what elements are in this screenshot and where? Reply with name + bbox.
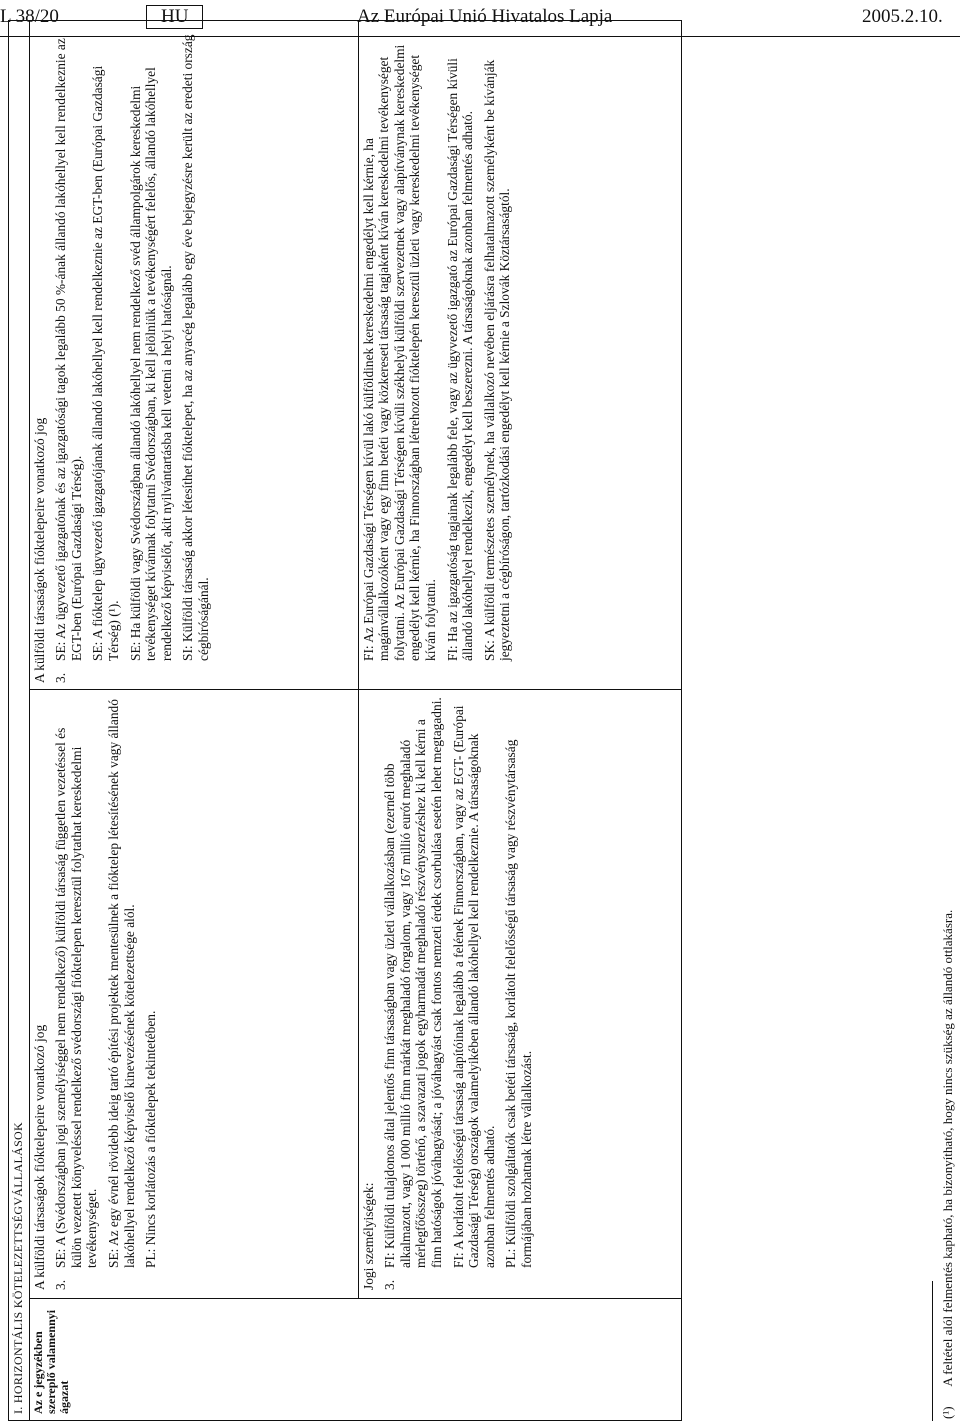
footnote-text: A feltétel alól felmentés kapható, ha bizonyítható, hogy nincs szükség az állandó ottlakásra. xyxy=(940,909,955,1387)
paragraph: FI: A korlátolt felelősségű társaság alapítóinak legalább a felének Finnországban, vagy az EGT- (Európai Gazdasági Térség) országok valamelyikében állandó lakóhellyel kell rendelkeznie. A társaságoknak azonban felmentés adható. xyxy=(450,705,497,1268)
footnote xyxy=(932,21,960,1421)
publication-date: 2005.2.10. xyxy=(862,6,943,27)
paragraph: SE: A (Svédországban jogi személyiséggel nem rendelkező) külföldi társaság független vezetéssel és külön vezetett könyveléssel rendelkező svédországi fióktelepen keresztül folytathat kereskedelmi tevékenységet. xyxy=(53,727,100,1268)
paragraph: SE: Az egy évnél rövidebb ideig tartó építési projektek mentesülnek a fióktelep létesítésének vagy állandó lakóhellyel rendelkező képviselő kinevezésének kötelezettsége alól. xyxy=(105,699,137,1268)
cell-heading: A külföldi társaságok fióktelepeire vonatkozó jog xyxy=(31,417,47,683)
item-number: 3. xyxy=(382,1279,398,1290)
item-number: 3. xyxy=(53,672,69,683)
paragraph: FI: Az Európai Gazdasági Térségen kívül lakó külföldinek kereskedelmi engedélyt kell kérnie, ha magánvállalkozóként vagy egy finn betéti vagy közkereseti társaság tagjaként kíván kereskedelmi tevékenységet folytatni. Az Európai Gazdasági Térségen kívüli székhelyű külföldi szervezetnek vagy alapítványnak kereskedelmi engedélyt kell kérnie, ha Finnországban létrehozott fióktelepén keresztül üzleti vagy kereskedelmi tevékenységet kíván folytatni. xyxy=(360,44,438,661)
language-code: HU xyxy=(146,5,203,29)
cell-heading: Jogi személyiségek: xyxy=(360,1182,376,1290)
commitments-table xyxy=(8,20,682,1421)
rotated-content xyxy=(8,21,683,1421)
page-reference: L 38/20 xyxy=(0,6,59,27)
cell-heading: A külföldi társaságok fióktelepeire vonatkozó jog xyxy=(31,1024,47,1290)
paragraph: PL: Nincs korlátozás a fióktelepek tekintetében. xyxy=(143,1010,159,1268)
table-cell-left-2 xyxy=(358,690,681,1299)
paragraph: FI: Ha az igazgatóság tagjainak legalább fele, vagy az ügyvezető igazgató az Európai Gazdasági Térségen kívüli állandó lakóhellyel rendelkezik, engedélyt kell beszerezni. A társaságoknak azonban felmentés adható. xyxy=(444,58,476,661)
journal-title: Az Európai Unió Hivatalos Lapja xyxy=(357,6,613,27)
sector-heading: Az e jegyzékben szereplő valamennyi ágazat xyxy=(29,1299,681,1421)
table-cell-right-1 xyxy=(29,20,358,689)
item-number: 3. xyxy=(53,1279,69,1290)
footnote-mark: (¹) xyxy=(940,1406,955,1419)
table-cell-right-2 xyxy=(358,20,681,689)
paragraph: PL: Külföldi szolgáltatók csak betéti társaság, korlátolt felelősségű társaság vagy részvénytársaság formájában hozhatnak létre vállalkozást. xyxy=(503,739,534,1268)
paragraph: FI: Külföldi tulajdonos által jelentős finn társaságban vagy üzleti vállalkozásban (ezernél több alkalmazott, vagy 1 000 millió finn márkát meghaladó forgalom, vagy 167 millió eurót meghaladó mérlegfőösszeg) történő, a szavazati jogok egyharmadát meghaladó részvényszerzéshez ki kell kérni a finn hatóságok jóváhagyását; a jóváhagyást csak fontos nemzeti érdek csorbulása esetén lehet megtagadni. xyxy=(382,697,444,1268)
paragraph: SI: Külföldi társaság akkor létesíthet fióktelepet, ha az anyacég legalább egy éve bejegyzésre került az eredeti ország cégbíróságánál. xyxy=(180,34,211,661)
paragraph: SK: A külföldi természetes személynek, ha vállalkozó nevében eljárásra felhatalmazott személyként be kívánják jegyeztetni a cégbíróságon, tartózkodási engedélyt kell kérnie a Szlovák Köztársaságtól. xyxy=(481,59,513,661)
paragraph: SE: Ha külföldi vagy Svédországban állandó lakóhellyel nem rendelkező svéd állampolgárok kereskedelmi tevékenységet kívánnak folytatni Svédországban, ki kell jelölniük a tevékenységért felelős, állandó lakóhellyel rendelkező képviselőt, akit nyilvántartásba kell vetetni a helyi hatóságnál. xyxy=(127,67,174,661)
footnote-rule xyxy=(932,1281,933,1421)
table-caption: I. HORIZONTÁLIS KÖTELEZETTSÉGVÁLLALÁSOK xyxy=(9,20,30,1420)
paragraph: SE: Az ügyvezető igazgatónak és az igazgatósági tagok legalább 50 %-ának állandó lakóhellyel kell rendelkeznie az EGT-ben (Európai Gazdasági Térség). xyxy=(53,38,84,661)
paragraph: SE: A fióktelep ügyvezető igazgatójának állandó lakóhellyel kell rendelkeznie az EGT-ben (Európai Gazdasági Térség) (¹). xyxy=(90,65,121,661)
table-cell-left-1 xyxy=(29,690,358,1299)
